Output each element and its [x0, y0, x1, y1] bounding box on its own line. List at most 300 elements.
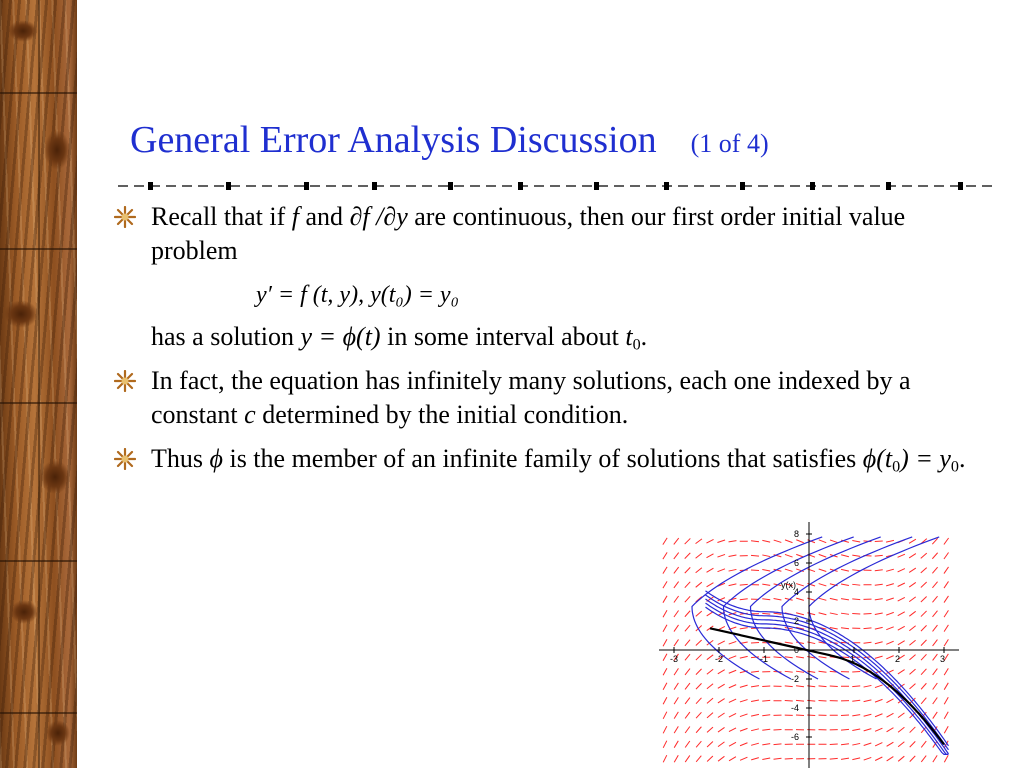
- slope-mark: [864, 743, 872, 745]
- slope-mark: [898, 583, 905, 587]
- slope-mark: [707, 727, 713, 732]
- slope-mark: [663, 538, 667, 545]
- slope-mark: [921, 553, 927, 558]
- slope-mark: [819, 598, 827, 600]
- slope-mark: [696, 553, 702, 558]
- slope-mark: [774, 744, 782, 745]
- slope-mark: [932, 553, 937, 559]
- slope-mark: [819, 569, 827, 572]
- slope-mark: [796, 598, 804, 600]
- slope-mark: [921, 625, 927, 631]
- slope-mark: [944, 639, 948, 646]
- slope-mark: [762, 729, 770, 730]
- slope-mark: [875, 627, 883, 629]
- slope-mark: [729, 656, 736, 659]
- slope-mark: [796, 686, 804, 687]
- slope-mark: [785, 569, 793, 571]
- slope-mark: [685, 596, 690, 602]
- slope-mark: [729, 541, 737, 542]
- slope-mark: [685, 755, 690, 762]
- slope-mark: [696, 568, 702, 573]
- slope-mark: [852, 758, 860, 760]
- slope-mark: [718, 727, 725, 732]
- slope-mark: [718, 756, 724, 761]
- slope-mark: [887, 757, 894, 761]
- slope-mark: [696, 683, 702, 689]
- slope-mark: [819, 686, 827, 687]
- slope-mark: [685, 538, 691, 544]
- y-tick-label: -4: [790, 703, 799, 713]
- slope-mark: [807, 671, 815, 672]
- slope-mark: [740, 685, 748, 687]
- slope-mark: [819, 700, 827, 701]
- slope-mark: [875, 699, 882, 702]
- slope-mark: [663, 581, 667, 588]
- slope-mark: [909, 640, 915, 645]
- slope-mark: [898, 554, 905, 557]
- wood-sidebar: [0, 0, 77, 768]
- slope-mark: [762, 599, 770, 600]
- dashed-divider: [118, 180, 994, 192]
- slope-mark: [751, 671, 759, 672]
- slope-mark: [841, 599, 849, 600]
- slope-mark: [796, 671, 804, 672]
- slope-mark: [663, 552, 667, 559]
- slope-mark: [674, 697, 678, 704]
- slope-mark: [944, 755, 948, 762]
- slope-mark: [933, 625, 938, 631]
- slope-mark: [841, 613, 849, 614]
- slope-mark: [910, 727, 916, 733]
- slope-mark: [729, 685, 736, 688]
- slope-mark: [696, 727, 701, 733]
- slope-mark: [886, 656, 893, 659]
- slope-mark: [774, 657, 782, 658]
- slope-mark: [875, 570, 883, 571]
- slope-mark: [864, 628, 872, 629]
- highlighted-solution-curve: [710, 628, 944, 744]
- slope-mark: [674, 668, 678, 675]
- slope-mark: [944, 581, 948, 588]
- slope-mark: [707, 684, 713, 689]
- slope-mark: [718, 569, 725, 572]
- slope-mark: [909, 554, 916, 558]
- slope-mark: [718, 684, 725, 688]
- slope-mark: [685, 640, 690, 646]
- slope-mark: [921, 756, 926, 762]
- slope-mark: [910, 684, 916, 689]
- slope-mark: [921, 596, 927, 602]
- slope-mark: [774, 540, 782, 542]
- slope-mark: [663, 668, 667, 675]
- slope-mark: [663, 654, 667, 661]
- slope-mark: [685, 669, 690, 675]
- slope-mark: [933, 755, 937, 762]
- slope-mark: [751, 555, 759, 556]
- slope-mark: [674, 639, 678, 646]
- slope-mark: [729, 713, 736, 717]
- slope-mark: [696, 741, 701, 747]
- slope-mark: [875, 613, 883, 615]
- y-tick-label: 8: [793, 529, 799, 539]
- slope-mark: [685, 727, 690, 733]
- slope-mark: [944, 668, 948, 675]
- slope-mark: [740, 757, 747, 760]
- slope-mark: [933, 697, 938, 704]
- slope-mark: [685, 741, 690, 748]
- slope-mark: [729, 757, 736, 761]
- slope-mark: [944, 596, 948, 603]
- slope-mark: [674, 610, 679, 617]
- slope-mark: [663, 610, 667, 617]
- star-bullet-icon: [114, 206, 136, 228]
- slope-mark: [807, 686, 815, 687]
- slope-mark: [729, 742, 736, 746]
- slope-mark: [875, 714, 882, 717]
- slope-mark: [751, 743, 759, 745]
- slope-mark: [886, 540, 894, 542]
- slope-mark: [796, 540, 803, 543]
- slope-mark: [898, 641, 905, 645]
- slope-mark: [830, 758, 838, 759]
- slide-title: [130, 118, 769, 162]
- slope-mark: [718, 742, 724, 747]
- slope-mark: [898, 727, 904, 732]
- slope-mark: [718, 670, 725, 674]
- slope-mark: [944, 610, 948, 617]
- slope-mark: [852, 700, 860, 701]
- slope-mark: [875, 642, 883, 644]
- slope-mark: [875, 599, 883, 600]
- slope-mark: [886, 641, 893, 644]
- x-tick-label: 1: [850, 654, 856, 664]
- slope-mark: [663, 755, 667, 762]
- slope-mark: [864, 714, 872, 716]
- slope-mark: [898, 670, 905, 674]
- slope-mark: [696, 698, 701, 704]
- slope-mark: [921, 582, 927, 587]
- x-tick-label: -3: [670, 654, 679, 664]
- slope-mark: [707, 713, 713, 718]
- slope-mark: [762, 700, 770, 701]
- y-tick-label: -2: [790, 674, 799, 684]
- slope-mark: [932, 582, 937, 588]
- slope-mark: [707, 669, 713, 674]
- slope-mark: [841, 628, 849, 629]
- star-bullet-icon: [114, 448, 136, 470]
- slope-mark: [921, 568, 927, 573]
- slope-mark: [921, 654, 926, 660]
- slope-mark: [674, 596, 679, 602]
- slope-mark: [762, 613, 770, 614]
- slope-mark: [785, 686, 793, 687]
- slope-mark: [898, 569, 905, 572]
- slope-mark: [852, 715, 860, 716]
- slope-mark: [674, 567, 679, 573]
- slope-mark: [674, 712, 678, 719]
- slope-mark: [898, 742, 904, 747]
- slope-mark: [944, 567, 949, 574]
- slope-mark: [875, 584, 883, 585]
- slope-mark: [740, 656, 748, 658]
- slope-mark: [852, 540, 860, 542]
- slope-mark: [718, 713, 725, 717]
- slope-mark: [696, 640, 702, 646]
- slope-mark: [909, 626, 915, 631]
- slope-mark: [933, 611, 938, 617]
- slope-mark: [685, 625, 690, 631]
- slope-mark: [910, 756, 916, 762]
- slope-mark: [663, 625, 667, 632]
- solution-curve: [706, 603, 949, 754]
- slope-mark: [685, 582, 690, 588]
- y-tick-label: -6: [790, 732, 799, 742]
- slope-mark: [852, 555, 860, 556]
- slope-mark: [852, 599, 860, 600]
- slope-mark: [887, 713, 894, 717]
- slope-mark: [685, 683, 690, 689]
- slope-mark: [841, 555, 849, 557]
- slope-mark: [674, 625, 679, 632]
- slope-mark: [696, 582, 702, 587]
- slope-mark: [740, 700, 748, 702]
- star-bullet-icon: [114, 370, 136, 392]
- slope-mark: [762, 758, 770, 760]
- plot-axes: [659, 522, 959, 768]
- slope-mark: [729, 569, 737, 571]
- slope-mark: [685, 567, 690, 573]
- slope-mark: [898, 597, 905, 601]
- bullet-1: Recall that if f and ∂f /∂y are continuous, then our first order initial value problem: [110, 200, 980, 268]
- slope-mark: [674, 683, 678, 690]
- slope-mark: [785, 540, 792, 543]
- slope-mark: [909, 669, 915, 674]
- slope-mark: [944, 625, 948, 632]
- slope-mark: [909, 597, 915, 602]
- slope-mark: [774, 758, 782, 759]
- slope-mark: [921, 741, 926, 747]
- slope-mark: [933, 712, 938, 719]
- slope-mark: [751, 714, 759, 716]
- slope-mark: [674, 553, 679, 559]
- slope-mark: [852, 671, 860, 672]
- slope-mark: [707, 698, 713, 703]
- slope-mark: [685, 698, 690, 704]
- slope-mark: [932, 596, 937, 602]
- slope-mark: [864, 729, 872, 731]
- slope-mark: [909, 655, 915, 660]
- slope-mark: [707, 583, 714, 587]
- slope-mark: [875, 555, 883, 556]
- title-sub: (1 of 4): [690, 129, 769, 158]
- slope-mark: [785, 758, 793, 759]
- slope-mark: [830, 613, 838, 615]
- slope-mark: [707, 554, 714, 558]
- bullet-3: Thus ϕ is the member of an infinite family of solutions that satisfies $\phi(t_0) = y_0$.: [110, 442, 971, 476]
- slope-mark: [819, 657, 827, 658]
- y-tick-label: 0: [793, 645, 799, 655]
- y-tick-label: 2: [793, 616, 799, 626]
- slope-mark: [910, 741, 916, 747]
- slope-mark: [740, 728, 747, 731]
- slope-mark: [663, 712, 667, 719]
- slope-mark: [898, 713, 904, 718]
- x-tick-label: -1: [760, 654, 769, 664]
- slope-mark: [864, 685, 872, 687]
- slope-mark: [898, 612, 905, 616]
- slope-mark: [864, 700, 872, 702]
- slope-mark: [819, 584, 827, 586]
- slope-mark: [696, 611, 702, 616]
- slope-mark: [819, 671, 827, 672]
- slope-mark: [717, 554, 725, 557]
- slope-mark: [751, 570, 759, 571]
- slope-mark: [887, 742, 894, 746]
- slope-mark: [796, 657, 804, 658]
- slope-mark: [707, 742, 713, 747]
- slope-mark: [887, 728, 894, 732]
- slope-mark: [841, 758, 849, 759]
- slope-mark: [933, 640, 938, 646]
- slope-mark: [921, 683, 926, 689]
- slope-mark: [944, 726, 948, 733]
- slope-mark: [774, 598, 782, 600]
- slope-mark: [852, 584, 860, 585]
- slope-mark: [740, 584, 748, 585]
- slope-mark: [751, 642, 759, 643]
- x-tick-label: -2: [715, 654, 724, 664]
- y-tick-label: 6: [793, 558, 799, 568]
- slope-mark: [729, 728, 736, 732]
- slope-mark: [674, 741, 678, 748]
- y-tick-label: 4: [793, 587, 799, 597]
- slope-mark: [696, 669, 702, 675]
- slope-mark: [685, 553, 691, 559]
- y-axis-label: y(x): [781, 580, 796, 590]
- slope-mark: [841, 584, 849, 586]
- slope-mark: [785, 554, 793, 557]
- slope-mark: [707, 756, 713, 762]
- slope-mark: [706, 539, 713, 543]
- slope-mark: [696, 539, 702, 544]
- slope-mark: [674, 755, 678, 762]
- slope-mark: [886, 612, 894, 615]
- slope-mark: [875, 685, 883, 688]
- slope-mark: [707, 655, 713, 660]
- slope-mark: [729, 699, 736, 702]
- slope-mark: [830, 598, 838, 600]
- direction-field-plot: [659, 522, 959, 768]
- slope-mark: [875, 757, 882, 761]
- x-tick-label: 2: [895, 654, 901, 664]
- slope-mark: [674, 538, 679, 544]
- slope-mark: [696, 756, 701, 762]
- slope-mark: [875, 743, 882, 746]
- slope-mark: [932, 567, 937, 573]
- slope-mark: [886, 699, 893, 703]
- slope-mark: [852, 686, 860, 687]
- slope-mark: [685, 712, 690, 718]
- slope-mark: [898, 626, 905, 630]
- slope-mark: [852, 743, 860, 745]
- slope-mark: [875, 656, 883, 658]
- slope-mark: [663, 639, 667, 646]
- slope-mark: [696, 712, 701, 718]
- slope-mark: [663, 683, 667, 690]
- slope-mark: [740, 599, 748, 600]
- slope-mark: [718, 641, 725, 645]
- slope-mark: [785, 657, 793, 658]
- slope-mark: [718, 699, 725, 703]
- slope-mark: [933, 654, 938, 660]
- slope-mark: [729, 555, 737, 556]
- slope-mark: [841, 729, 849, 730]
- slope-mark: [921, 640, 927, 646]
- slope-mark: [740, 628, 748, 629]
- slope-mark: [898, 756, 904, 761]
- slope-mark: [909, 539, 916, 543]
- slope-mark: [944, 712, 948, 719]
- slope-mark: [819, 540, 826, 543]
- slope-mark: [875, 728, 882, 731]
- slope-mark: [852, 570, 860, 571]
- slope-mark: [785, 671, 793, 672]
- slope-mark: [864, 757, 872, 760]
- slope-mark: [751, 541, 759, 542]
- slope-mark: [944, 697, 948, 704]
- slope-mark: [663, 741, 667, 748]
- slope-mark: [762, 540, 770, 542]
- slope-mark: [663, 567, 667, 574]
- slope-mark: [886, 569, 894, 571]
- slope-mark: [762, 584, 770, 585]
- slope-mark: [696, 597, 702, 602]
- slope-mark: [830, 540, 838, 543]
- slope-mark: [717, 540, 725, 542]
- slope-mark: [685, 611, 690, 617]
- slope-mark: [886, 598, 894, 601]
- slope-mark: [762, 715, 770, 716]
- slope-mark: [729, 584, 737, 586]
- title-main: General Error Analysis Discussion: [130, 119, 657, 161]
- slope-mark: [944, 683, 948, 690]
- slope-mark: [841, 744, 849, 745]
- slope-mark: [762, 744, 770, 745]
- ivp-equation: y′ = f (t, y), y(t₀) = y₀: [256, 282, 459, 308]
- slope-mark: [696, 654, 702, 660]
- slope-mark: [864, 642, 872, 643]
- slope-mark: [886, 584, 894, 586]
- slope-mark: [674, 726, 678, 733]
- x-tick-label: 3: [940, 654, 946, 664]
- slope-mark: [796, 584, 804, 586]
- slope-mark: [796, 700, 804, 701]
- slope-mark: [819, 613, 827, 615]
- slope-mark: [751, 686, 759, 687]
- slope-mark: [886, 627, 893, 630]
- slope-mark: [852, 729, 860, 730]
- slope-mark: [740, 743, 747, 746]
- slope-mark: [751, 700, 759, 701]
- slope-mark: [663, 596, 667, 603]
- slope-mark: [707, 568, 714, 572]
- bullet-2: In fact, the equation has infinitely many solutions, each one indexed by a constant c determined by the initial condition.: [110, 364, 980, 432]
- slope-mark: [762, 555, 770, 557]
- slope-mark: [674, 582, 679, 588]
- slope-mark: [762, 570, 770, 571]
- slope-mark: [751, 758, 759, 760]
- slope-mark: [921, 698, 926, 704]
